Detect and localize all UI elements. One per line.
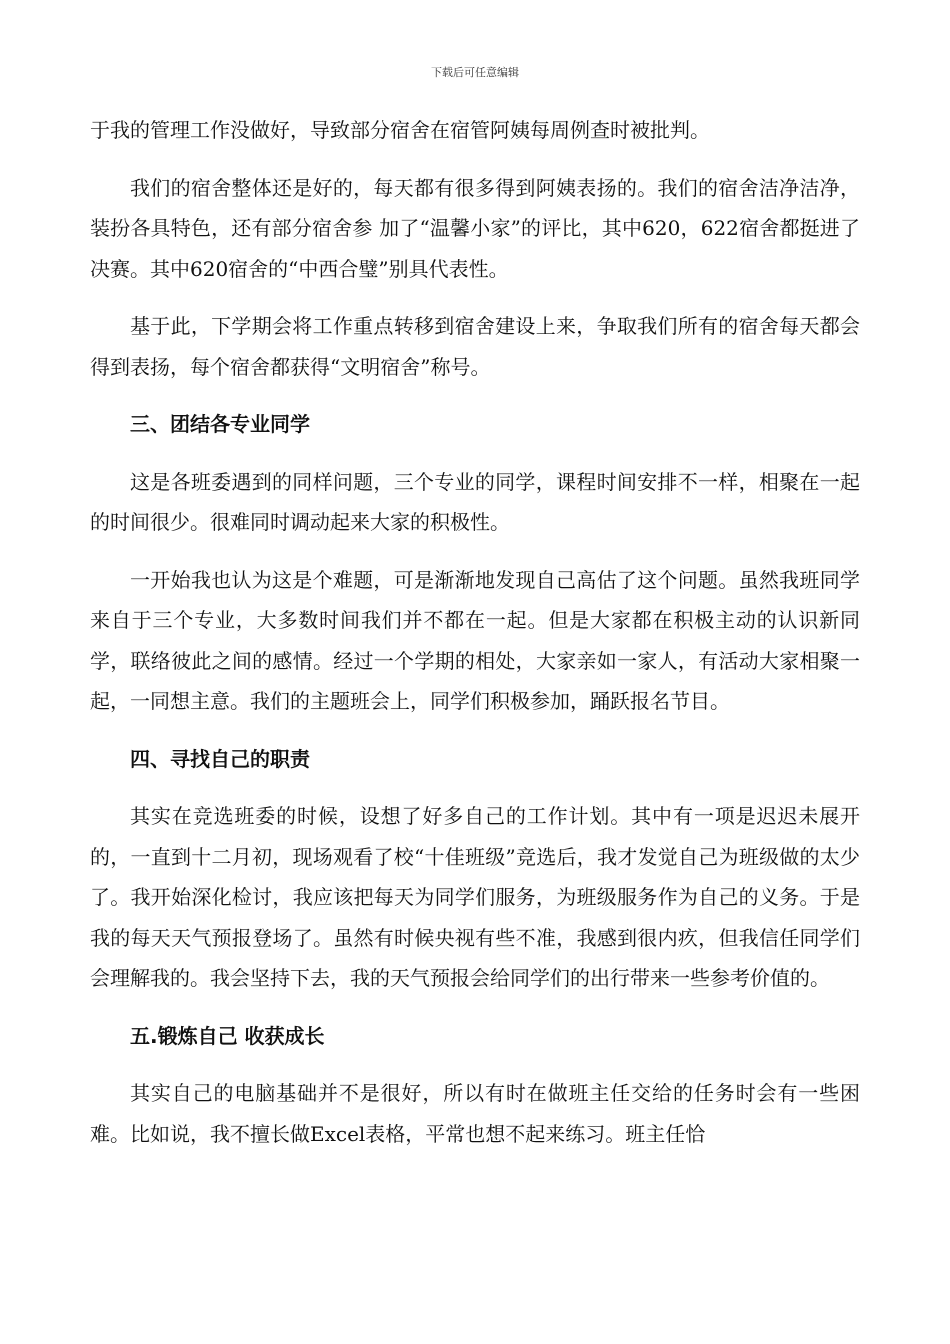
paragraph: 其实自己的电脑基础并不是很好，所以有时在做班主任交给的任务时会有一些困难。比如说，我不擅长做Excel表格，平常也想不起来练习。班主任恰 <box>90 1081 860 1146</box>
section-heading: 四、寻找自己的职责 <box>130 746 310 771</box>
section-heading: 三、团结各专业同学 <box>130 412 310 436</box>
paragraph: 基于此，下学期会将工作重点转移到宿舍建设上来，争取我们所有的宿舍每天都会得到表扬，每个宿舍都获得“文明宿舍”称号。 <box>90 314 860 379</box>
paragraph: 于我的管理工作没做好，导致部分宿舍在宿管阿姨每周例查时被批判。 <box>90 118 710 142</box>
paragraph: 其实在竞选班委的时候，设想了好多自己的工作计划。其中有一项是迟迟未展开的，一直到十二月初，现场观看了校“十佳班级”竞选后，我才发觉自己为班级做的太少了。我开始深化检讨，我应该把每天为同学们服务，为班级服务作为自己的义务。于是我的每天天气预报登场了。虽然有时候央视有些不准，我感到很内疚，但我信任同学们会理解我的。我会坚持下去，我的天气预报会给同学们的出行带来一些参考价值的。 <box>90 804 860 990</box>
document-body <box>90 110 860 1171</box>
paragraph: 我们的宿舍整体还是好的，每天都有很多得到阿姨表扬的。我们的宿舍洁净洁净，装扮各具特色，还有部分宿舍参 加了“温馨小家”的评比，其中620，622宿舍都挺进了决赛。其中620宿舍的“中西合璧”别具代表性。 <box>90 175 860 281</box>
paragraph: 一开始我也认为这是个难题，可是渐渐地发现自己高估了这个问题。虽然我班同学来自于三个专业，大多数时间我们并不都在一起。但是大家都在积极主动的认识新同学，联络彼此之间的感情。经过一个学期的相处，大家亲如一家人，有活动大家相聚一起，一同想主意。我们的主题班会上，同学们积极参加，踊跃报名节目。 <box>90 567 860 713</box>
section-heading: 五.锻炼自己 收获成长 <box>130 1023 325 1048</box>
paragraph: 这是各班委遇到的同样问题，三个专业的同学，课程时间安排不一样，相聚在一起的时间很少。很难同时调动起来大家的积极性。 <box>90 469 860 534</box>
header-note: 下载后可任意编辑 <box>431 66 519 79</box>
